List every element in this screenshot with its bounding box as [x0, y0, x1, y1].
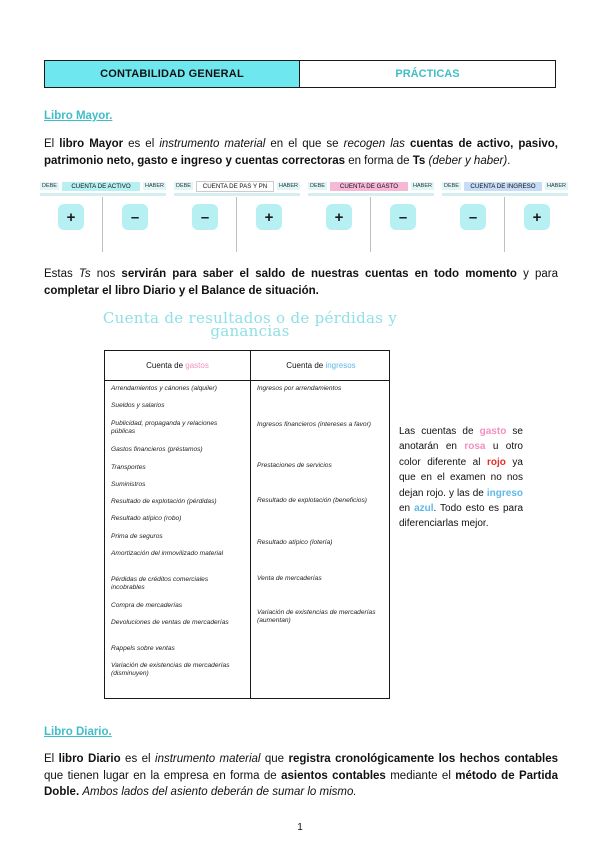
- t-account-header: [40, 180, 166, 192]
- gastos-word: gastos: [185, 361, 209, 370]
- text-run: El: [44, 138, 60, 150]
- libro-diario-heading: Libro Diario.: [44, 726, 112, 738]
- ingresos-item: Prestaciones de servicios: [257, 462, 332, 469]
- t-account-name: CUENTA DE PAS Y PN: [196, 181, 274, 192]
- haber-label: HABER: [413, 183, 432, 189]
- t-account-header: [174, 180, 300, 192]
- t-accounts-row: [40, 180, 566, 252]
- debe-sign: –: [192, 204, 218, 230]
- gastos-item: Rappels sobre ventas: [111, 645, 175, 652]
- text-run: y para: [516, 268, 558, 280]
- libro-mayor-paragraph: [44, 136, 558, 169]
- section-title: PRÁCTICAS: [395, 68, 460, 80]
- haber-label: HABER: [547, 183, 566, 189]
- libro-mayor-heading: Libro Mayor.: [44, 110, 113, 122]
- results-table-header: [105, 351, 389, 381]
- text-run: nos: [90, 268, 122, 280]
- ingresos-word: ingresos: [325, 361, 356, 370]
- gastos-item: Sueldos y salarios: [111, 402, 165, 409]
- column-divider: [250, 351, 251, 698]
- text-run: instrumento material: [159, 138, 266, 150]
- text-run: completar el libro Diario y el Balance de situación.: [44, 284, 319, 297]
- text-run: mediante el: [385, 769, 456, 782]
- page-number: 1: [297, 822, 303, 833]
- text-run: .: [507, 154, 511, 167]
- note-run: se anotarán en: [399, 426, 523, 453]
- text-run: libro Mayor: [59, 138, 124, 150]
- gastos-item: Prima de seguros: [111, 533, 163, 540]
- gastos-item: Transportes: [111, 464, 146, 471]
- gastos-item: Arrendamientos y cánones (alquiler): [111, 385, 217, 392]
- haber-label: HABER: [145, 183, 164, 189]
- t-account-name: CUENTA DE INGRESO: [464, 182, 542, 191]
- t-account-name: CUENTA DE ACTIVO: [62, 182, 140, 191]
- debe-label: DEBE: [42, 183, 57, 189]
- subject-title: CONTABILIDAD GENERAL: [45, 61, 300, 87]
- text-run: que: [260, 753, 289, 765]
- text-run: Ambos lados del asiento deberán de sumar lo mismo.: [82, 786, 357, 798]
- note-run: rojo: [487, 456, 506, 468]
- ts-explanation-paragraph: [44, 266, 558, 299]
- ingresos-item: Resultado de explotación (beneficios): [257, 497, 367, 504]
- debe-sign: –: [460, 204, 486, 230]
- gastos-item: Resultado atípico (robo): [111, 515, 182, 522]
- text-run: es el: [123, 138, 160, 150]
- text-run: cuentas de activo, pasivo, patrimonio neto, gasto e ingreso y cuentas correctoras: [44, 138, 559, 167]
- t-account-header: [308, 180, 434, 192]
- gastos-column-header: Cuenta de gastos: [146, 361, 209, 370]
- text-run: es el: [120, 753, 156, 765]
- t-account-divider: [370, 197, 371, 252]
- haber-sign: –: [122, 204, 148, 230]
- text-run: El: [44, 753, 59, 765]
- text-run: registra cronológicamente los hechos contables: [288, 753, 559, 765]
- ingresos-item: Ingresos por arrendamientos: [257, 385, 342, 392]
- t-account-pasivo-pn: [174, 180, 300, 252]
- color-note: [399, 424, 523, 532]
- text-run: servirán para saber el saldo de nuestras cuentas en todo momento: [121, 268, 517, 280]
- note-run: . Todo esto es para diferenciarlas mejor.: [399, 503, 524, 530]
- text-run: instrumento material: [155, 753, 261, 765]
- note-run: en: [399, 503, 415, 515]
- t-account-divider: [236, 197, 237, 252]
- results-table: [104, 350, 390, 699]
- text-run: Ts: [412, 154, 426, 167]
- t-account-divider: [102, 197, 103, 252]
- text-run: método de Partida Doble.: [44, 769, 558, 798]
- note-run: ingreso: [486, 487, 523, 499]
- ingresos-list: [257, 385, 387, 695]
- results-title-line1: Cuenta de resultados o de pérdidas y: [102, 309, 398, 327]
- gastos-item: Resultado de explotación (pérdidas): [111, 498, 217, 505]
- haber-label: HABER: [279, 183, 298, 189]
- gastos-item: Compra de mercaderías: [111, 602, 183, 609]
- text-run: que tienen lugar en la empresa en forma de: [44, 769, 282, 782]
- note-run: u otro color diferente al: [399, 441, 523, 468]
- text-run: libro Diario: [58, 753, 121, 765]
- gastos-item: Devoluciones de ventas de mercaderías: [111, 619, 229, 626]
- debe-label: DEBE: [176, 183, 191, 189]
- ingresos-item: Venta de mercaderías: [257, 575, 322, 582]
- results-title-line2: ganancias: [210, 322, 290, 340]
- haber-sign: +: [256, 204, 282, 230]
- text-run: asientos contables: [281, 769, 386, 782]
- ingresos-item: Resultado atípico (lotería): [257, 539, 333, 546]
- ingresos-item: Ingresos financieros (intereses a favor): [257, 421, 371, 428]
- note-run: Las cuentas de: [399, 426, 480, 437]
- text-run: Ts: [78, 268, 91, 280]
- ingresos-column-header: Cuenta de ingresos: [286, 361, 356, 370]
- t-account-header: [442, 180, 568, 192]
- gastos-item: Amortización del inmovilizado material: [111, 550, 224, 557]
- text-run: (deber y haber): [428, 154, 508, 167]
- text-run: recogen las: [343, 138, 405, 150]
- haber-sign: +: [524, 204, 550, 230]
- debe-sign: +: [326, 204, 352, 230]
- debe-label: DEBE: [310, 183, 325, 189]
- note-run: gasto: [479, 426, 507, 437]
- note-run: ya que en el examen no nos dejan rojo. y las de: [399, 456, 523, 499]
- debe-label: DEBE: [444, 183, 459, 189]
- text-run: en forma de: [345, 154, 413, 167]
- gastos-item: Suministros: [111, 481, 146, 488]
- t-account-ingreso: [442, 180, 568, 252]
- note-run: rosa: [464, 441, 486, 453]
- text-run: en el que se: [265, 138, 344, 150]
- debe-sign: +: [58, 204, 84, 230]
- t-account-divider: [504, 197, 505, 252]
- gastos-item: Variación de existencias de mercaderías (disminuyen): [111, 662, 230, 677]
- gastos-item: Pérdidas de créditos comerciales incobrables: [111, 576, 209, 591]
- t-account-name: CUENTA DE GASTO: [330, 182, 408, 191]
- libro-diario-paragraph: [44, 751, 558, 801]
- gastos-list: [111, 385, 245, 695]
- results-title: [100, 309, 400, 340]
- document-header: [44, 60, 556, 88]
- ingresos-item: Variación de existencias de mercaderías (aumentan): [257, 609, 376, 624]
- gastos-item: Publicidad, propaganda y relaciones públicas: [111, 420, 218, 435]
- note-run: azul: [414, 503, 434, 515]
- haber-sign: –: [390, 204, 416, 230]
- gastos-item: Gastos financieros (préstamos): [111, 446, 203, 453]
- text-run: Estas: [44, 268, 79, 280]
- t-account-activo: [40, 180, 166, 252]
- t-account-gasto: [308, 180, 434, 252]
